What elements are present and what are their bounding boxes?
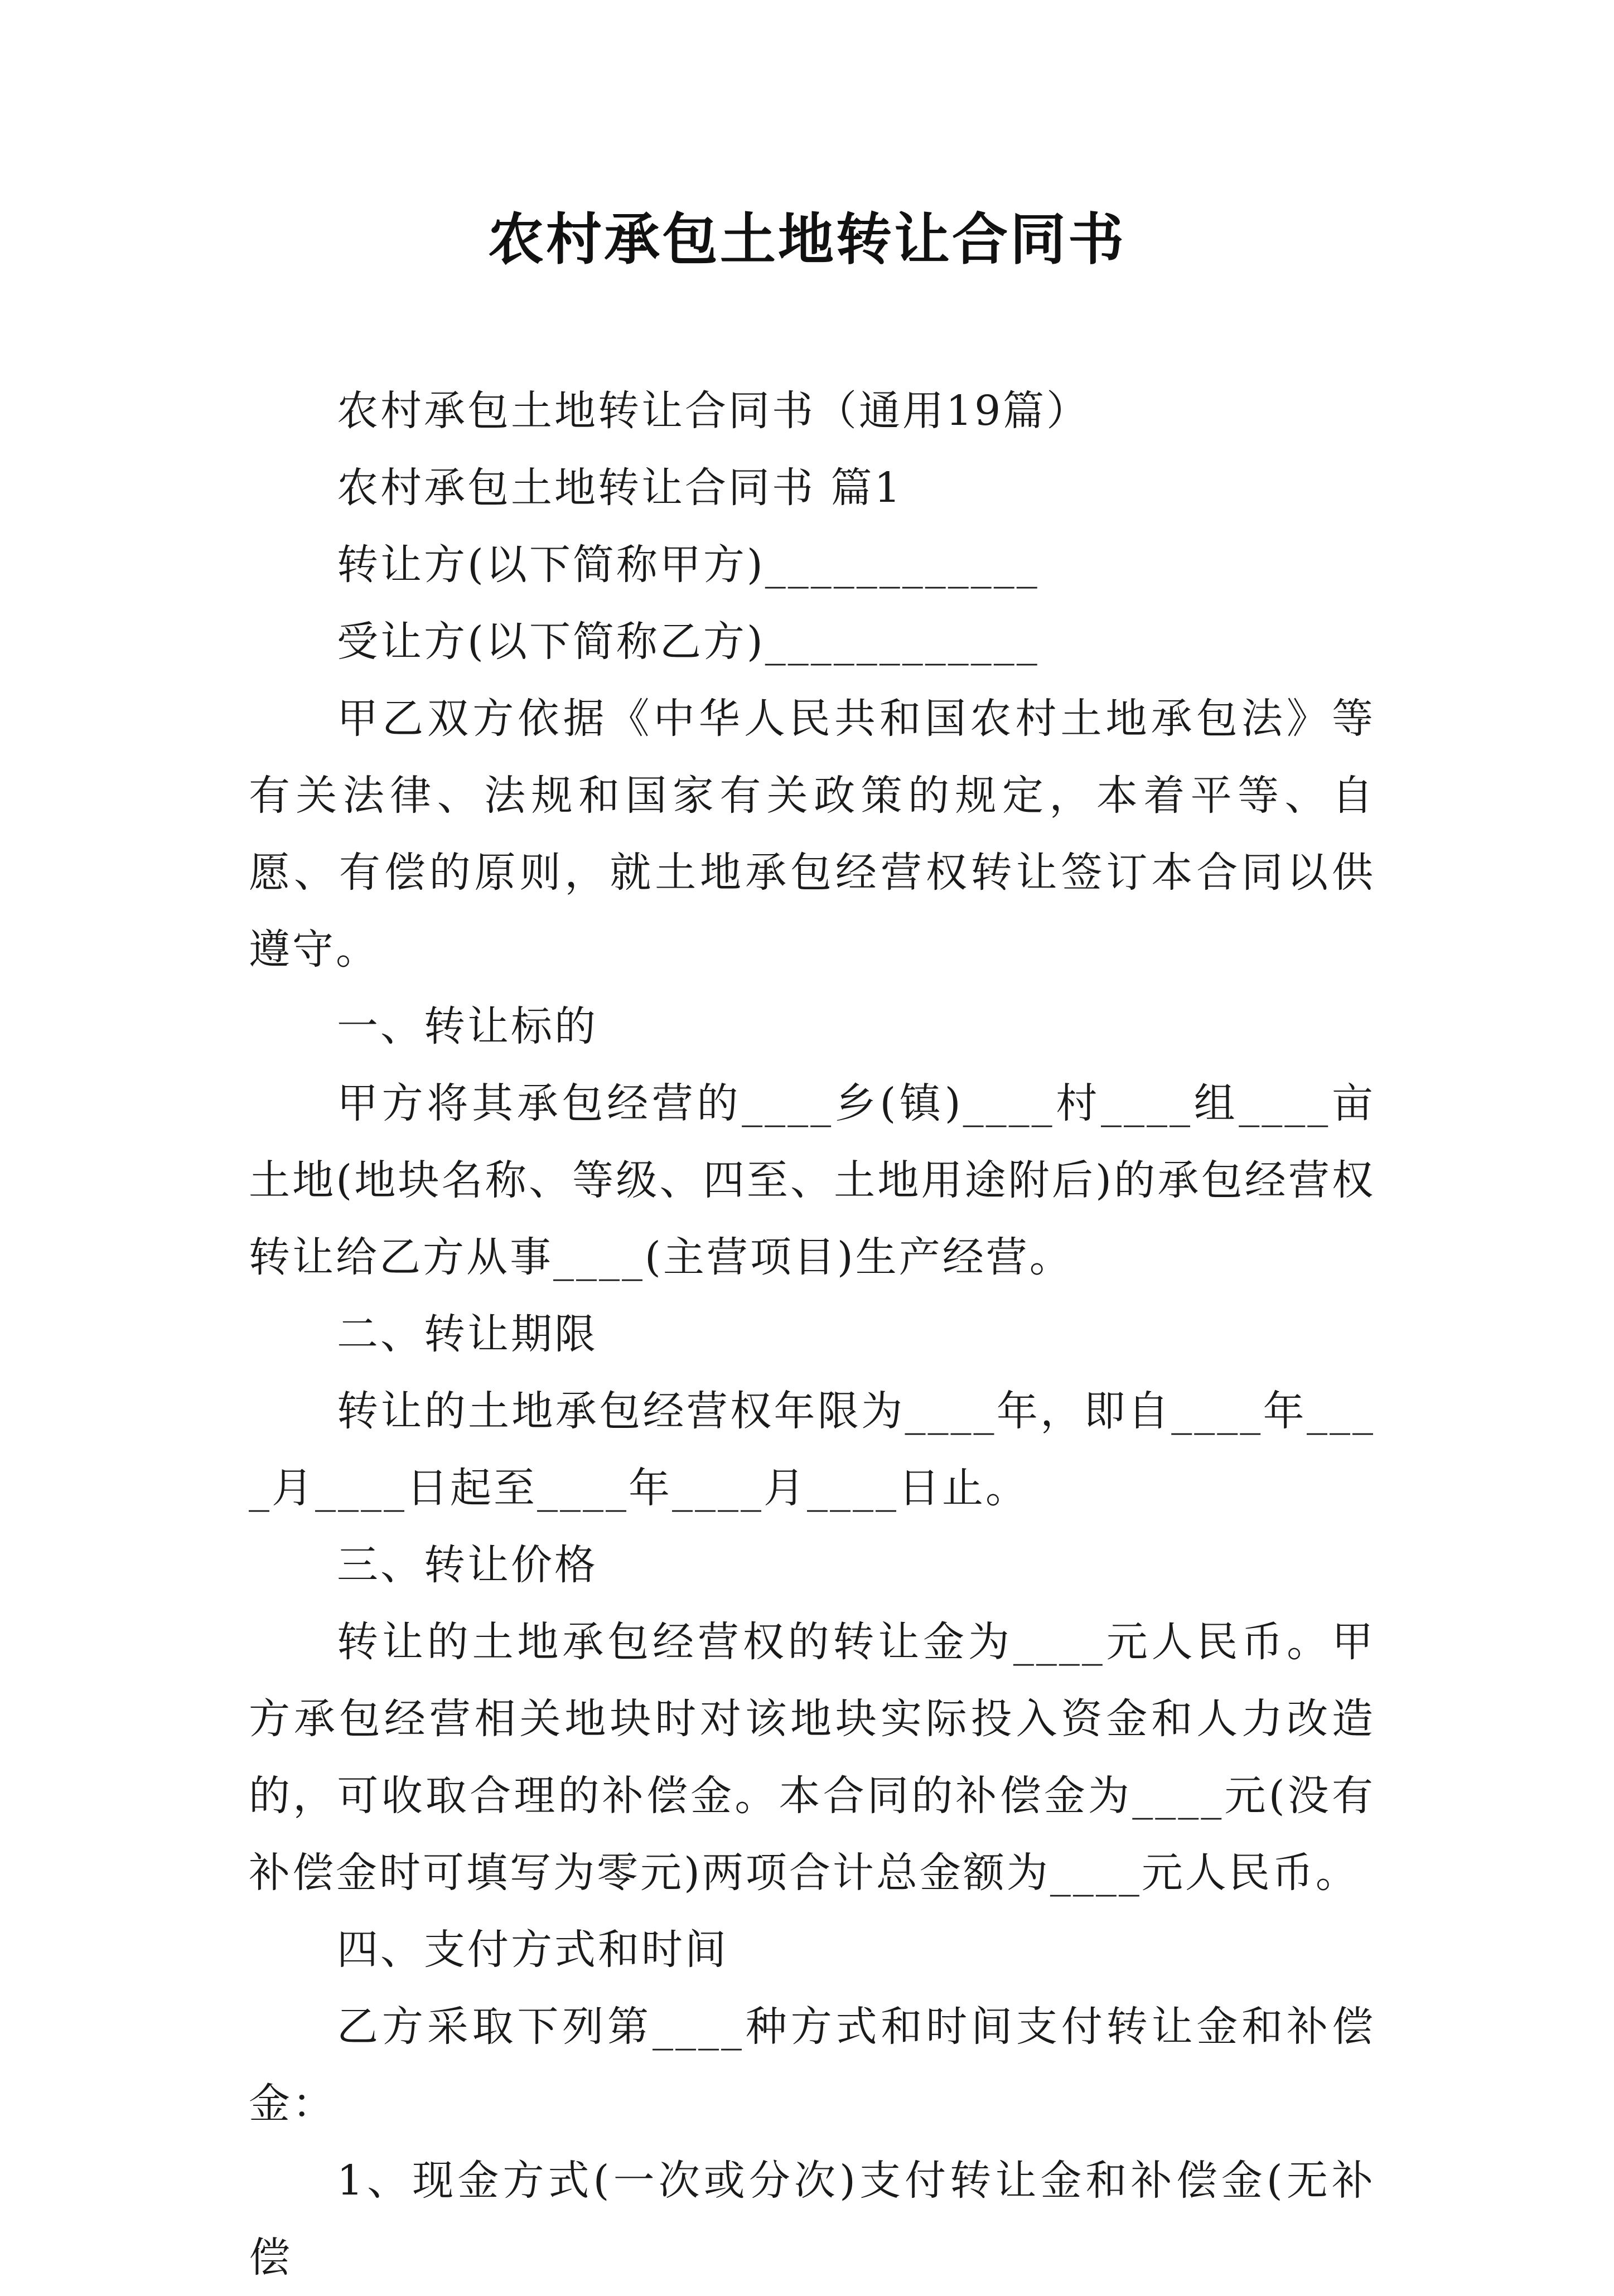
clause-heading-subject: 一、转让标的 — [337, 1002, 598, 1050]
document-title: 农村承包土地转让合同书 — [488, 207, 1126, 272]
clause-heading-term: 二、转让期限 — [337, 1310, 598, 1358]
party-a-line: 转让方(以下简称甲方)____________ — [337, 541, 1040, 589]
clause-payment-text: 乙方采取下列第____种方式和时间支付转让金和补偿金： — [249, 2003, 1375, 2128]
clause-price-text: 转让的土地承包经营权的转让金为____元人民币。甲方承包经营相关地块时对该地块实际投入资金和人力改造的，可收取合理的补偿金。本合同的补偿金为____元(没有补偿金时可填写为零元)两项合计总金额为____元人民币。 — [249, 1618, 1375, 1897]
clause-heading-price: 三、转让价格 — [337, 1541, 598, 1589]
section-heading-part-1: 农村承包土地转让合同书 篇1 — [337, 464, 903, 512]
preamble-paragraph: 甲乙双方依据《中华人民共和国农村土地承包法》等有关法律、法规和国家有关政策的规定，本着平等、自愿、有偿的原则，就土地承包经营权转让签订本合同以供遵守。 — [249, 695, 1375, 973]
subtitle-line: 农村承包土地转让合同书（通用19篇） — [337, 387, 1090, 435]
clause-term-text: 转让的土地承包经营权年限为____年，即自____年____月____日起至____年____月____日止。 — [249, 1387, 1375, 1512]
document-body — [249, 372, 1375, 2296]
clause-subject-text: 甲方将其承包经营的____乡(镇)____村____组____亩土地(地块名称、等级、四至、土地用途附后)的承包经营权转让给乙方从事____(主营项目)生产经营。 — [249, 1079, 1375, 1281]
clause-heading-payment: 四、支付方式和时间 — [337, 1926, 728, 1974]
party-b-line: 受让方(以下简称乙方)____________ — [337, 618, 1040, 666]
clause-payment-option-1: 1、现金方式(一次或分次)支付转让金和补偿金(无补偿 — [249, 2157, 1375, 2282]
